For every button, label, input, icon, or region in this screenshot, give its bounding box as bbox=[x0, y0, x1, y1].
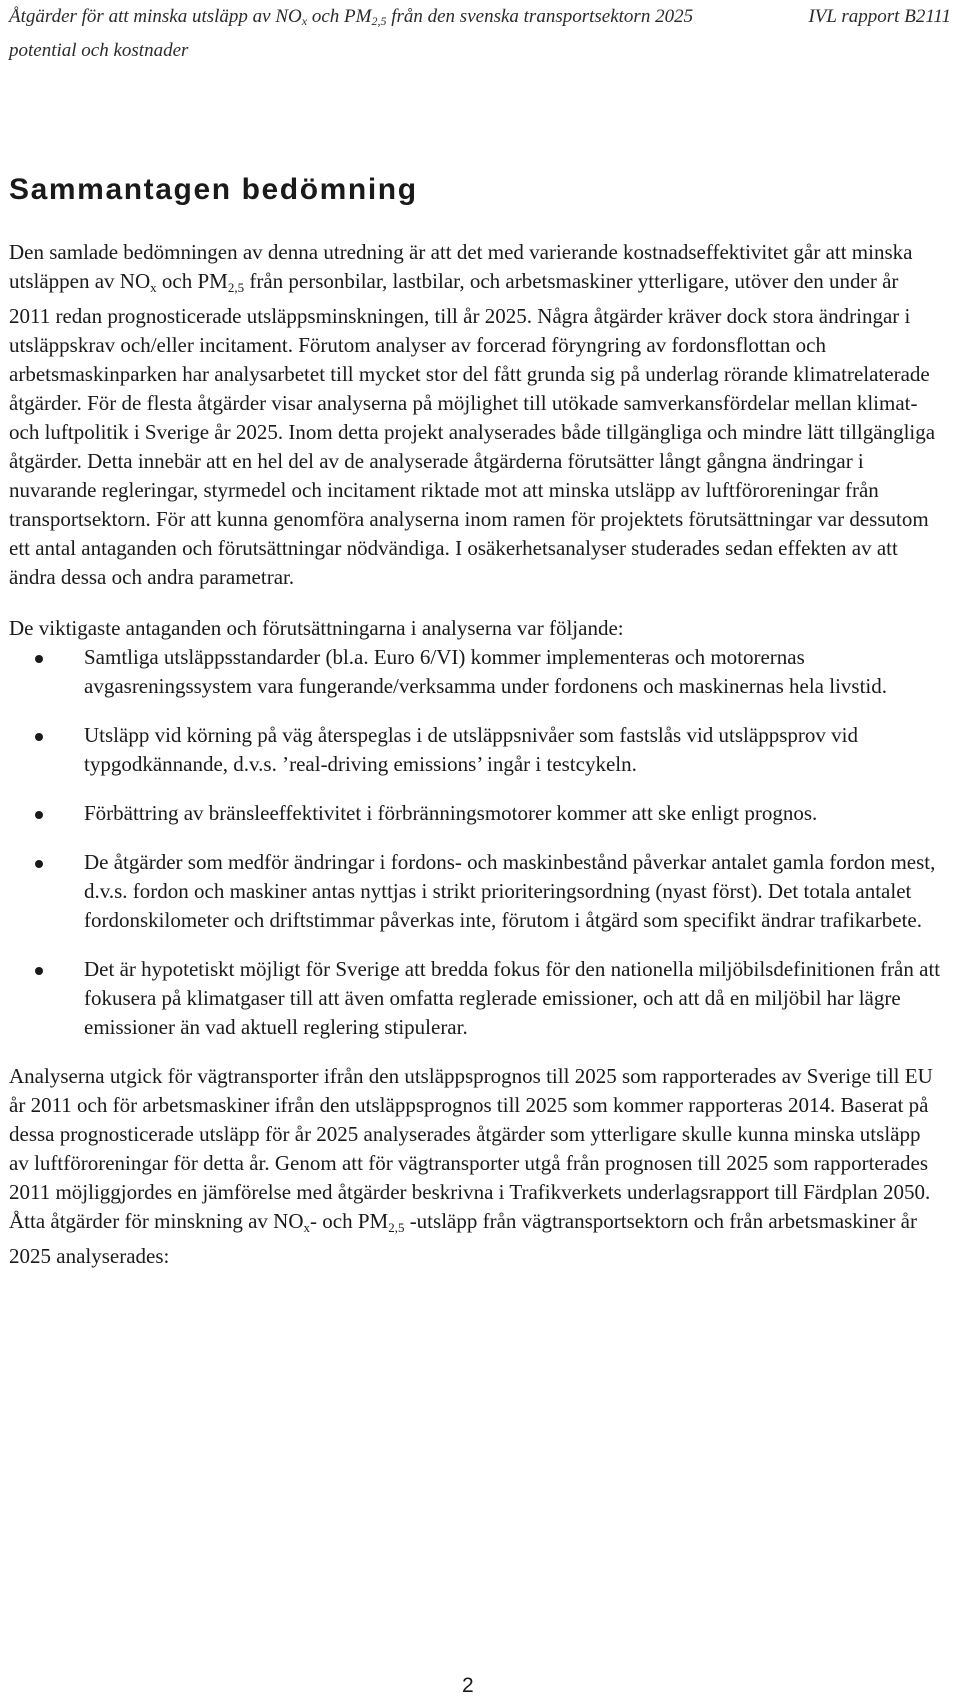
list-item: Samtliga utsläppsstandarder (bl.a. Euro 6/VI) kommer implementeras och motorernas avgasreningssystem vara fungerande/verksamma under fordonens och maskinernas hela livstid. bbox=[9, 643, 944, 701]
forecast-paragraph: Analyserna utgick för vägtransporter ifrån den utsläppsprognos till 2025 som rapporterades av Sverige till EU år 2011 och för arbetsmaskiner ifrån den utsläppsprognos till 2025 som kommer rapporteras 2014. Baserat på dessa prognosticerade utsläpp för år 2025 analyserades åtgärder som ytterligare skulle kunna minska utsläpp av luftföroreningar för detta år. Genom att för vägtransporter utgå från prognosen till 2025 som rapporterades 2011 möjliggjordes en jämförelse med åtgärder beskrivna i Trafikverkets underlagsrapport till Färdplan 2050. bbox=[9, 1064, 933, 1204]
assumptions-list bbox=[9, 643, 944, 1042]
assumptions-intro: De viktigaste antaganden och förutsättningarna i analyserna var följande: bbox=[9, 616, 624, 640]
body-content bbox=[9, 238, 944, 1271]
section-title: Sammantagen bedömning bbox=[9, 173, 418, 206]
header-report-id: IVL rapport B2111 bbox=[808, 6, 951, 27]
running-header bbox=[9, 2, 951, 66]
header-report-subtitle: potential och kostnader bbox=[9, 40, 189, 61]
summary-paragraph: Den samlade bedömningen av denna utredning är att det med varierande kostnadseffektivitet går att minska utsläppen av $NO_x$ och $PM_{2,5}$ från personbilar, lastbilar, och arbetsmaskiner ytterligare, utöver den under år 2011 redan prognosticerade utsläppsminskningen, till år 2025. Några åtgärder kräver dock stora ändringar i utsläppskrav och/eller incitament. Förutom analyser av forcerad föryngring av fordonsflottan och arbetsmaskinparken har analysarbetet till mycket stor del fått grunda sig på underlag rörande klimatrelaterade åtgärder. För de flesta åtgärder visar analyserna på möjlighet till utökade samverkansfördelar mellan klimat- och luftpolitik i Sverige år 2025. Inom detta projekt analyserades både tillgängliga och mindre lätt tillgängliga åtgärder. Detta innebär att en hel del av de analyserade åtgärderna förutsätter långt gångna ändringar i nuvarande regleringar, styrmedel och incitament riktade mot att minska utsläpp av luftföroreningar från transportsektorn. För att kunna genomföra analyserna inom ramen för projektets förutsättningar var dessutom ett antal antaganden och förutsättningar nödvändiga. I osäkerhetsanalyser studerades sedan effekten av att ändra dessa och andra parametrar. bbox=[9, 240, 936, 589]
list-item: Det är hypotetiskt möjligt för Sverige att bredda fokus för den nationella miljöbilsdefinitionen från att fokusera på klimatgaser till att även omfatta reglerade emissioner, och att då en miljöbil har lägre emissioner än vad aktuell reglering stipulerar. bbox=[9, 955, 944, 1042]
list-item: Utsläpp vid körning på väg återspeglas i de utsläppsnivåer som fastslås vid utsläppsprov vid typgodkännande, d.v.s. ’real-driving emissions’ ingår i testcykeln. bbox=[9, 721, 944, 779]
list-item: Förbättring av bränsleeffektivitet i förbränningsmotorer kommer att ske enligt prognos. bbox=[9, 799, 944, 828]
measures-paragraph: Åtta åtgärder för minskning av $NO_x-$ och $PM_{2,5}$ -utsläpp från vägtransportsektorn och från arbetsmaskiner år 2025 analyserades: bbox=[9, 1209, 917, 1268]
page-number: 2 bbox=[462, 1674, 474, 1697]
list-item: De åtgärder som medför ändringar i fordons- och maskinbestånd påverkar antalet gamla fordon mest, d.v.s. fordon och maskiner antas nyttjas i strikt prioriteringsordning (nyast först). Det totala antalet fordonskilometer och driftstimmar påverkas inte, förutom i åtgärd som specifikt ändrar trafikarbete. bbox=[9, 848, 944, 935]
header-report-title: Åtgärder för att minska utsläpp av $NO_x$ och $PM_{2,5}$ från den svenska transportsektorn 2025 bbox=[9, 6, 694, 28]
